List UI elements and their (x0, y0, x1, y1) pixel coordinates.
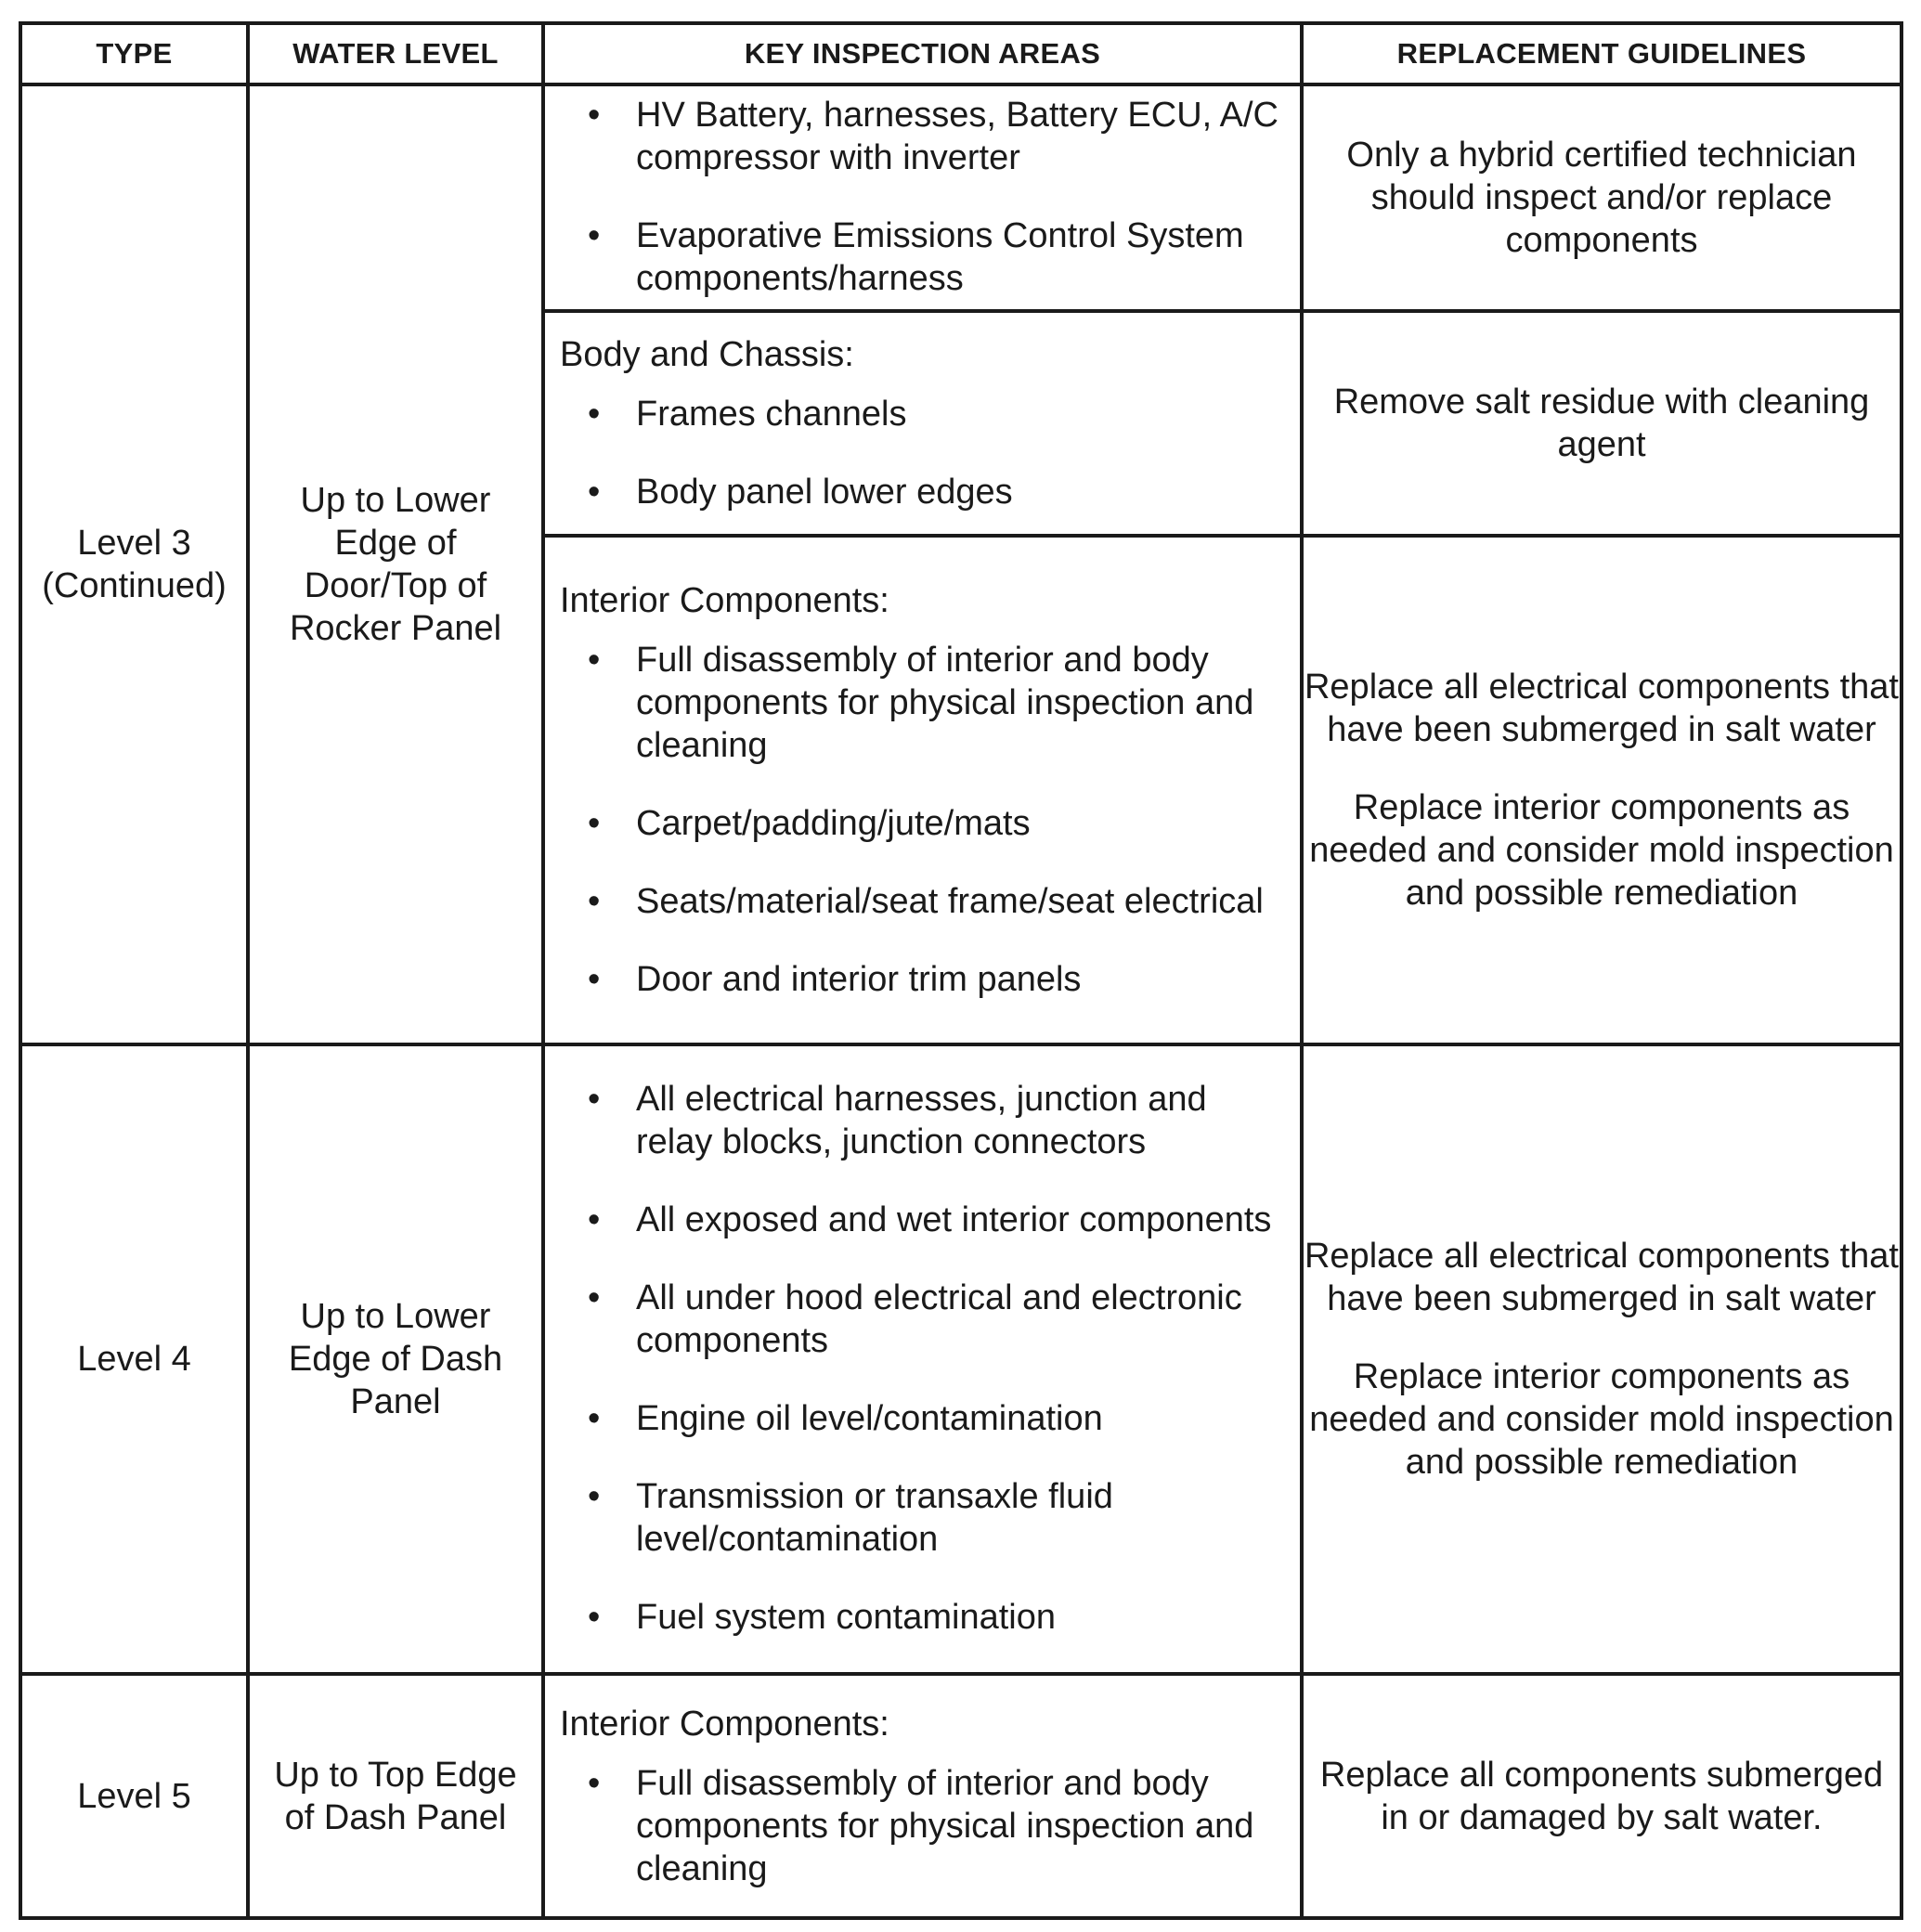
water-level-line: Up to Top Edge (274, 1755, 517, 1795)
water-level-cell-level4 (248, 1044, 543, 1674)
inspection-item-text: Full disassembly of interior and body components for physical inspection and cleaning (636, 641, 1254, 765)
header-key-inspection-areas: KEY INSPECTION AREAS (543, 23, 1302, 84)
inspection-areas-cell (543, 1044, 1302, 1674)
list-item (560, 1762, 1292, 1890)
list-item (560, 802, 1292, 845)
type-cell-level4 (20, 1044, 248, 1674)
header-row (20, 23, 1902, 84)
header-replacement-guidelines: REPLACEMENT GUIDELINES (1302, 23, 1902, 84)
list-item (560, 1397, 1292, 1440)
inspection-list (560, 1762, 1292, 1890)
guidelines-cell (1302, 1044, 1902, 1674)
bullet-icon: • (588, 96, 601, 135)
list-item (560, 1078, 1292, 1163)
water-level-line: Edge of Dash (288, 1340, 503, 1379)
bullet-icon: • (588, 804, 601, 843)
inspection-areas-cell (543, 311, 1302, 536)
inspection-item-text: HV Battery, harnesses, Battery ECU, A/C compressor with inverter (636, 96, 1279, 177)
section-label: Body and Chassis: (560, 335, 854, 374)
water-level-line: Door/Top of (304, 566, 487, 605)
inspection-list (560, 393, 1292, 513)
inspection-item-text: All under hood electrical and electronic components (636, 1278, 1242, 1360)
inspection-item-text: Carpet/padding/jute/mats (636, 804, 1031, 843)
list-item (560, 880, 1292, 923)
inspection-item-text: All exposed and wet interior components (636, 1200, 1272, 1239)
bullet-icon: • (588, 1399, 601, 1438)
bullet-icon: • (588, 1278, 601, 1317)
guidelines-cell (1302, 1674, 1902, 1918)
flood-inspection-table (19, 21, 1903, 1920)
list-item (560, 1475, 1292, 1561)
inspection-areas-cell (543, 84, 1302, 311)
inspection-list (560, 94, 1292, 300)
table-row (20, 1674, 1902, 1918)
section-label: Interior Components: (560, 581, 889, 620)
inspection-item-text: Seats/material/seat frame/seat electrical (636, 882, 1264, 921)
guidelines-cell (1302, 84, 1902, 311)
inspection-list (560, 1078, 1292, 1639)
inspection-areas-cell (543, 536, 1302, 1044)
inspection-item-text: Frames channels (636, 395, 907, 434)
section-label: Interior Components: (560, 1704, 889, 1744)
inspection-item-text: Evaporative Emissions Control System components/harness (636, 216, 1244, 298)
flood-inspection-sheet (19, 21, 1900, 1911)
guidelines-cell (1302, 536, 1902, 1044)
bullet-icon: • (588, 641, 601, 680)
type-cell-level3 (20, 84, 248, 1044)
bullet-icon: • (588, 1598, 601, 1637)
type-line: Level 4 (77, 1340, 191, 1379)
inspection-item-text: All electrical harnesses, junction and relay blocks, junction connectors (636, 1080, 1207, 1161)
table-row (20, 1044, 1902, 1674)
bullet-icon: • (588, 1477, 601, 1516)
bullet-icon: • (588, 1200, 601, 1239)
inspection-item-text: Fuel system contamination (636, 1598, 1056, 1637)
inspection-item-text: Body panel lower edges (636, 473, 1013, 512)
water-level-line: Up to Lower (300, 1297, 491, 1336)
inspection-item-text: Engine oil level/contamination (636, 1399, 1103, 1438)
water-level-line: Edge of (334, 524, 457, 563)
list-item (560, 471, 1292, 513)
list-item (560, 94, 1292, 179)
list-item (560, 1596, 1292, 1639)
water-level-line: Panel (350, 1382, 441, 1421)
list-item (560, 1199, 1292, 1241)
guideline-text: Replace all electrical components that have been submerged in salt water (1304, 668, 1899, 749)
list-item (560, 214, 1292, 300)
type-line: Level 3 (77, 524, 191, 563)
guideline-text: Replace interior components as needed and consider mold inspection and possible remediation (1309, 1357, 1894, 1482)
list-item (560, 1277, 1292, 1362)
inspection-item-text: Door and interior trim panels (636, 960, 1082, 999)
inspection-item-text: Full disassembly of interior and body components for physical inspection and cleaning (636, 1763, 1254, 1888)
inspection-item-text: Transmission or transaxle fluid level/contamination (636, 1477, 1113, 1559)
water-level-cell-level5 (248, 1674, 543, 1918)
inspection-list (560, 639, 1292, 1001)
list-item (560, 958, 1292, 1001)
water-level-line: Rocker Panel (289, 609, 502, 648)
bullet-icon: • (588, 216, 601, 255)
bullet-icon: • (588, 395, 601, 434)
header-water-level: WATER LEVEL (248, 23, 543, 84)
inspection-areas-cell (543, 1674, 1302, 1918)
type-line: (Continued) (42, 566, 227, 605)
guideline-text: Replace all components submerged in or damaged by salt water. (1319, 1755, 1884, 1837)
guideline-text: Replace interior components as needed and consider mold inspection and possible remediation (1309, 788, 1894, 913)
bullet-icon: • (588, 1080, 601, 1119)
table-row (20, 84, 1902, 311)
type-line: Level 5 (77, 1776, 191, 1816)
water-level-line: Up to Lower (300, 481, 491, 520)
guideline-text: Replace all electrical components that have been submerged in salt water (1304, 1237, 1899, 1318)
list-item (560, 639, 1292, 767)
bullet-icon: • (588, 882, 601, 921)
guidelines-cell (1302, 311, 1902, 536)
bullet-icon: • (588, 473, 601, 512)
list-item (560, 393, 1292, 435)
guideline-text: Remove salt residue with cleaning agent (1333, 383, 1870, 464)
bullet-icon: • (588, 960, 601, 999)
water-level-line: of Dash Panel (284, 1797, 507, 1837)
guideline-text: Only a hybrid certified technician should inspect and/or replace components (1346, 136, 1857, 260)
header-type: TYPE (20, 23, 248, 84)
type-cell-level5 (20, 1674, 248, 1918)
bullet-icon: • (588, 1763, 601, 1803)
water-level-cell-level3 (248, 84, 543, 1044)
